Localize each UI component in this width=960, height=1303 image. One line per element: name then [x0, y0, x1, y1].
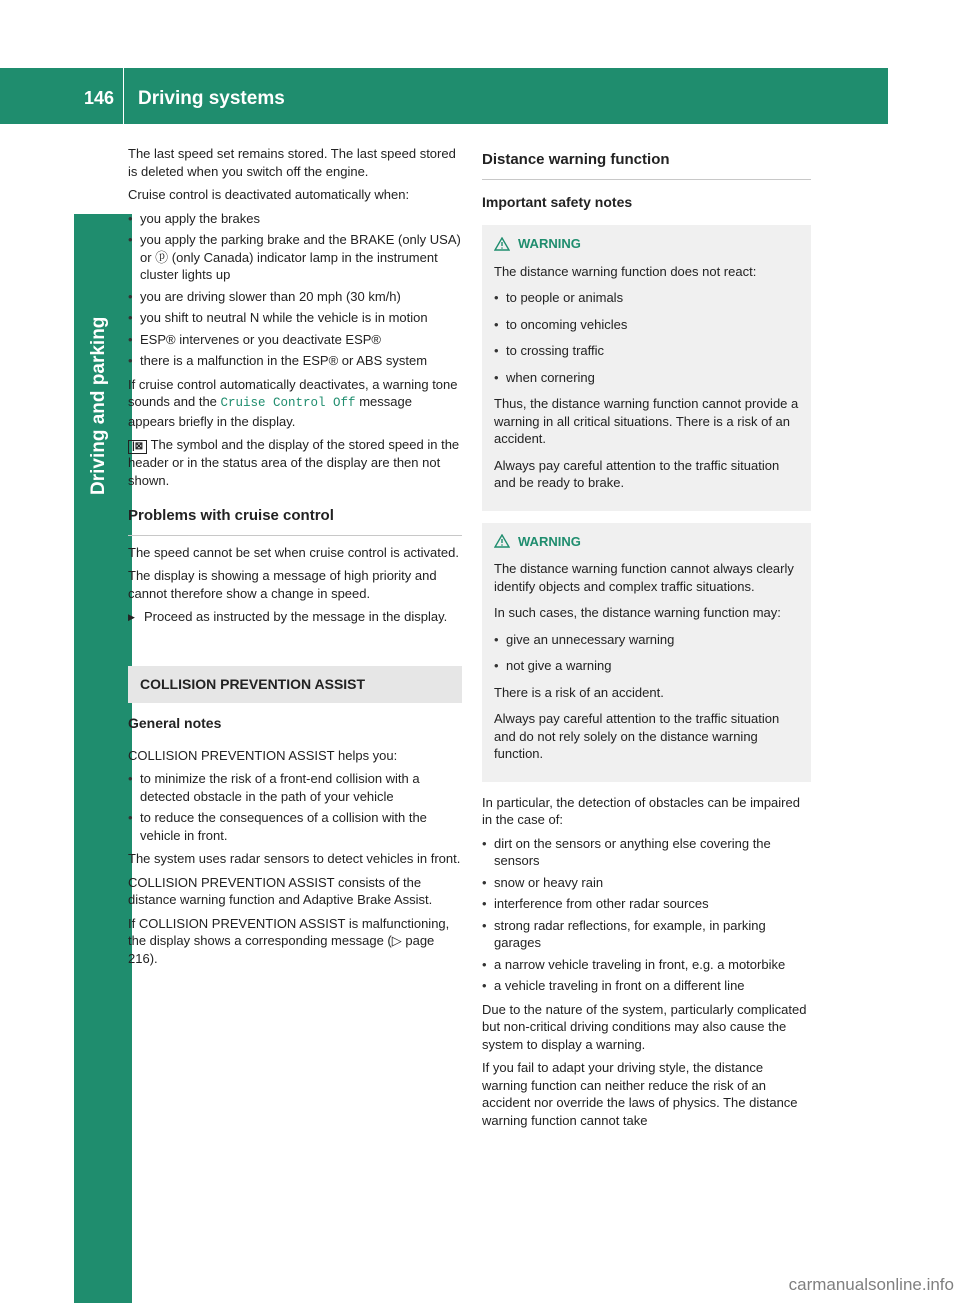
paragraph: The system uses radar sensors to detect vehicles in front.	[128, 851, 461, 866]
list-item: • you apply the brakes	[128, 210, 462, 228]
page-title: Driving systems	[138, 88, 285, 109]
warning-box	[482, 523, 811, 782]
paragraph: Thus, the distance warning function cannot provide a warning in all critical situations. There is a risk of an accident.	[494, 396, 799, 446]
list-item: • to reduce the consequences of a collision with the vehicle in front.	[128, 809, 462, 844]
warning-list	[494, 289, 799, 386]
warning-label: WARNING	[518, 533, 581, 549]
header-divider	[123, 68, 124, 130]
paragraph: The display is showing a message of high priority and cannot therefore show a change in speed.	[128, 568, 437, 601]
paragraph: The distance warning function does not react:	[494, 263, 757, 279]
paragraph: Cruise control is deactivated automatically when:	[128, 187, 410, 202]
list-item: • to people or animals	[494, 289, 799, 307]
list-item: • a narrow vehicle traveling in front, e.g. a motorbike	[482, 956, 811, 974]
warning-triangle-icon	[494, 237, 510, 251]
list-item: • you apply the parking brake and the BRAKE (only USA) or ⓟ (only Canada) indicator lamp in the instrument cluster lights up	[128, 231, 462, 284]
warning-label: WARNING	[518, 236, 581, 251]
warning-header	[494, 235, 799, 253]
heading-problems: Problems with cruise control	[128, 507, 462, 536]
paragraph: Due to the nature of the system, particularly complicated but non-critical driving conditions may also cause the system to display a warning.	[482, 1001, 807, 1052]
list-item: • to oncoming vehicles	[494, 316, 799, 334]
paragraph: Always pay careful attention to the traffic situation and be ready to brake.	[494, 457, 780, 490]
display-message: Cruise Control Off	[220, 396, 356, 410]
side-tab-label: Driving and parking	[88, 316, 109, 495]
heading-distance-warning: Distance warning function	[482, 151, 811, 180]
paragraph	[128, 436, 462, 489]
list-item: • not give a warning	[494, 657, 799, 675]
paragraph: COLLISION PREVENTION ASSIST helps you:	[128, 747, 398, 763]
list-item: • to crossing traffic	[494, 342, 799, 360]
deactivation-list	[128, 210, 462, 370]
text: message appears briefly in the display.	[128, 394, 412, 429]
list-item: • there is a malfunction in the ESP® or ABS system	[128, 352, 462, 370]
warning-box	[482, 225, 811, 511]
paragraph: The distance warning function cannot always clearly identify objects and complex traffic situations.	[494, 561, 794, 594]
paragraph: The speed cannot be set when cruise control is activated.	[128, 544, 459, 560]
step-list	[128, 608, 462, 626]
paragraph	[128, 376, 462, 431]
list-item: • to minimize the risk of a front-end collision with a detected obstacle in the path of your vehicle	[128, 770, 462, 805]
helps-list	[128, 770, 462, 844]
section-header-box	[128, 666, 462, 704]
paragraph: In such cases, the distance warning function may:	[494, 605, 781, 620]
paragraph: If you fail to adapt your driving style, the distance warning function can neither reduce the risk of an accident nor override the laws of physics. The distance warning function cannot take	[482, 1060, 798, 1128]
list-item: • interference from other radar sources	[482, 895, 811, 913]
section-title: COLLISION PREVENTION ASSIST	[140, 675, 366, 692]
page-number: 146	[84, 88, 115, 108]
paragraph: COLLISION PREVENTION ASSIST consists of the distance warning function and Adaptive Brake Assist.	[128, 874, 433, 907]
paragraph: There is a risk of an accident.	[494, 684, 664, 700]
cruise-control-icon: |⊠	[128, 440, 147, 454]
left-column	[128, 145, 462, 973]
list-item: • when cornering	[494, 369, 799, 387]
right-column	[482, 145, 811, 1135]
list-item: • dirt on the sensors or anything else covering the sensors	[482, 835, 811, 870]
paragraph: In particular, the detection of obstacles can be impaired in the case of:	[482, 794, 800, 827]
paragraph: The last speed set remains stored. The last speed stored is deleted when you switch off the engine.	[128, 146, 456, 179]
list-item: • ESP® intervenes or you deactivate ESP®	[128, 331, 462, 349]
warning-header	[494, 533, 799, 551]
header-bar	[0, 68, 888, 124]
heading-general-notes: General notes	[128, 715, 222, 731]
list-item: • strong radar reflections, for example, in parking garages	[482, 917, 811, 952]
list-item: • you are driving slower than 20 mph (30 km/h)	[128, 288, 462, 306]
text: If cruise control automatically deactivates, a warning tone sounds and the	[128, 376, 458, 409]
impairment-list	[482, 835, 811, 995]
step-item: ▶ Proceed as instructed by the message in the display.	[128, 608, 462, 626]
warning-triangle-icon	[494, 534, 510, 548]
text: The symbol and the display of the stored speed in the header or in the status area of the display are then not shown.	[128, 437, 460, 488]
watermark: carmanualsonline.info	[788, 1275, 954, 1294]
list-item: • a vehicle traveling in front on a different line	[482, 977, 811, 995]
list-item: • snow or heavy rain	[482, 874, 811, 892]
paragraph: If COLLISION PREVENTION ASSIST is malfunctioning, the display shows a corresponding message (▷ page 216).	[128, 915, 450, 966]
warning-list	[494, 631, 799, 675]
paragraph: Always pay careful attention to the traffic situation and do not rely solely on the distance warning function.	[494, 711, 780, 761]
list-item: • you shift to neutral N while the vehicle is in motion	[128, 309, 462, 327]
heading-safety-notes: Important safety notes	[482, 193, 633, 210]
list-item: • give an unnecessary warning	[494, 631, 799, 649]
